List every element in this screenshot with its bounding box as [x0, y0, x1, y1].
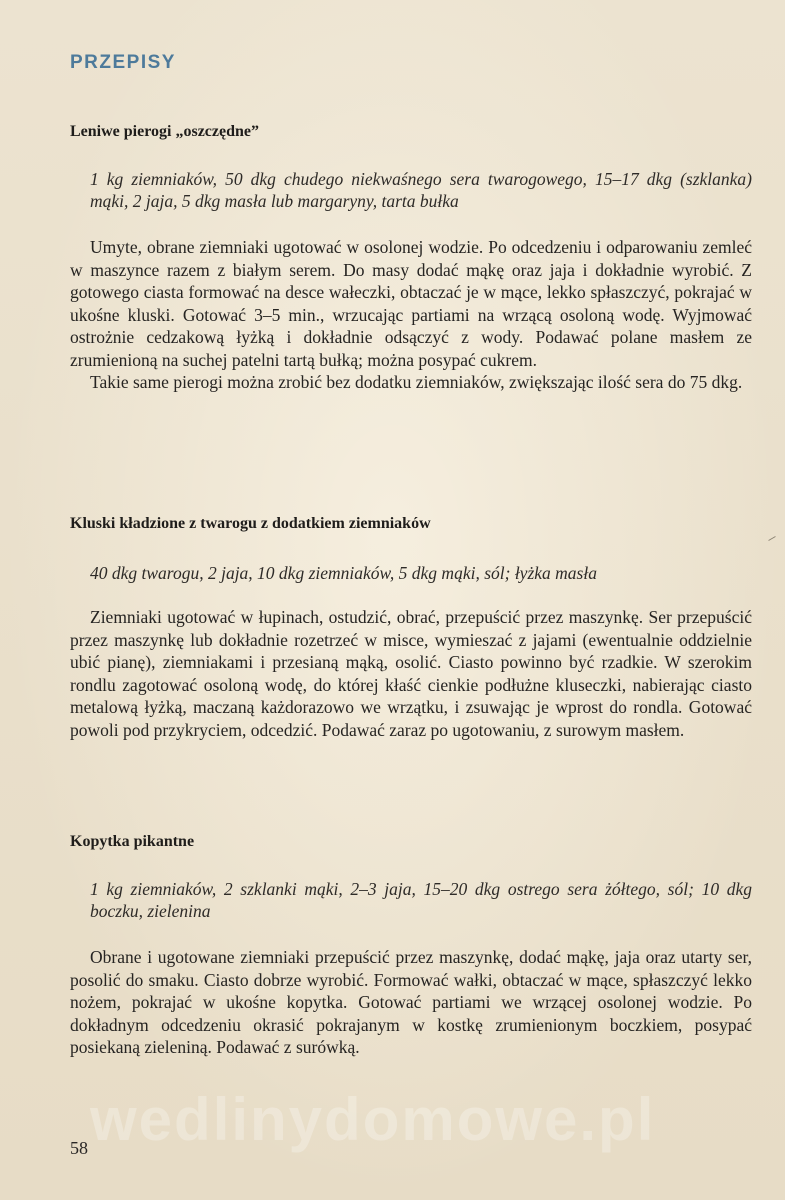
recipe-ingredients-kopytka-pikantne: 1 kg ziemniaków, 2 szklanki mąki, 2–3 jaja, 15–20 dkg ostrego sera żółtego, sól; 10 dkg boczku, zielenina [90, 879, 752, 921]
recipe-paragraph: Umyte, obrane ziemniaki ugotować w osolonej wodzie. Po odcedzeniu i odparowaniu zemleć w maszynce razem z białym serem. Do masy dodać mąkę oraz jaja i dokładnie wyrobić. Z gotowego ciasta formować na desce wałeczki, obtaczać je w mące, lekko spłaszczyć, pokrajać w ukośne kluski. Gotować 3–5 min., wrzucając partiami na wrzącą osoloną wodę. Wyjmować ostrożnie cedzakową łyżką i dokładnie odsączyć z wody. Podawać polane masłem ze zrumienioną na suchej patelni tartą bułką; można posypać cukrem. [70, 237, 752, 370]
page-number: 58 [70, 1138, 88, 1158]
recipe-ingredients-kluski-kladzione: 40 dkg twarogu, 2 jaja, 10 dkg ziemniaków, 5 dkg mąki, sól; łyżka masła [90, 563, 597, 583]
recipe-paragraph: Obrane i ugotowane ziemniaki przepuścić przez maszynkę, dodać mąkę, jaja oraz utarty ser, posolić do smaku. Ciasto dobrze wyrobić. Formować wałki, obtaczać w mące, spłaszczyć lekko nożem, pokrajać w ukośne kopytka. Gotować partiami we wrzącej osolonej wodzie. Po dokładnym odcedzeniu okrasić pokrajanym w kostkę zrumienionym boczkiem, posypać posiekaną zieleniną. Podawać z surówką. [70, 947, 752, 1057]
recipe-title-kopytka-pikantne: Kopytka pikantne [70, 833, 195, 850]
recipe-method-leniwe-pierogi [70, 236, 752, 394]
recipe-title-kluski-kladzione: Kluski kładzione z twarogu z dodatkiem ziemniaków [70, 515, 431, 532]
recipe-method-kluski-kladzione [70, 606, 752, 741]
watermark: wedlinydomowe.pl [90, 1086, 656, 1153]
recipe-title-leniwe-pierogi: Leniwe pierogi „oszczędne” [70, 123, 260, 140]
recipe-paragraph: Takie same pierogi można zrobić bez dodatku ziemniaków, zwiększając ilość sera do 75 dkg. [90, 372, 743, 392]
recipe-method-kopytka-pikantne [70, 946, 752, 1059]
recipe-ingredients-leniwe-pierogi: 1 kg ziemniaków, 50 dkg chudego niekwaśnego sera twarogowego, 15–17 dkg (szklanka) mąki, 2 jaja, 5 dkg masła lub margaryny, tarta bułka [90, 169, 752, 211]
recipe-paragraph: Ziemniaki ugotować w łupinach, ostudzić, obrać, przepuścić przez maszynkę. Ser przepuścić przez maszynkę lub dokładnie rozetrzeć w misce, wymieszać z jajami (ewentualnie oddzielnie ubić pianę), ziemniakami i przesianą mąką, osolić. Ciasto powinno być rzadkie. W szerokim rondlu zagotować osoloną wodę, do której kłaść cienkie podłużne kluseczki, nabierając ciasto metalową łyżką, maczaną każdorazowo we wrzątku, i zsuwając je wprost do rondla. Gotować powoli pod przykryciem, odcedzić. Podawać zaraz po ugotowaniu, z surowym masłem. [70, 607, 752, 740]
margin-mark [768, 536, 775, 541]
section-header: PRZEPISY [70, 52, 176, 73]
